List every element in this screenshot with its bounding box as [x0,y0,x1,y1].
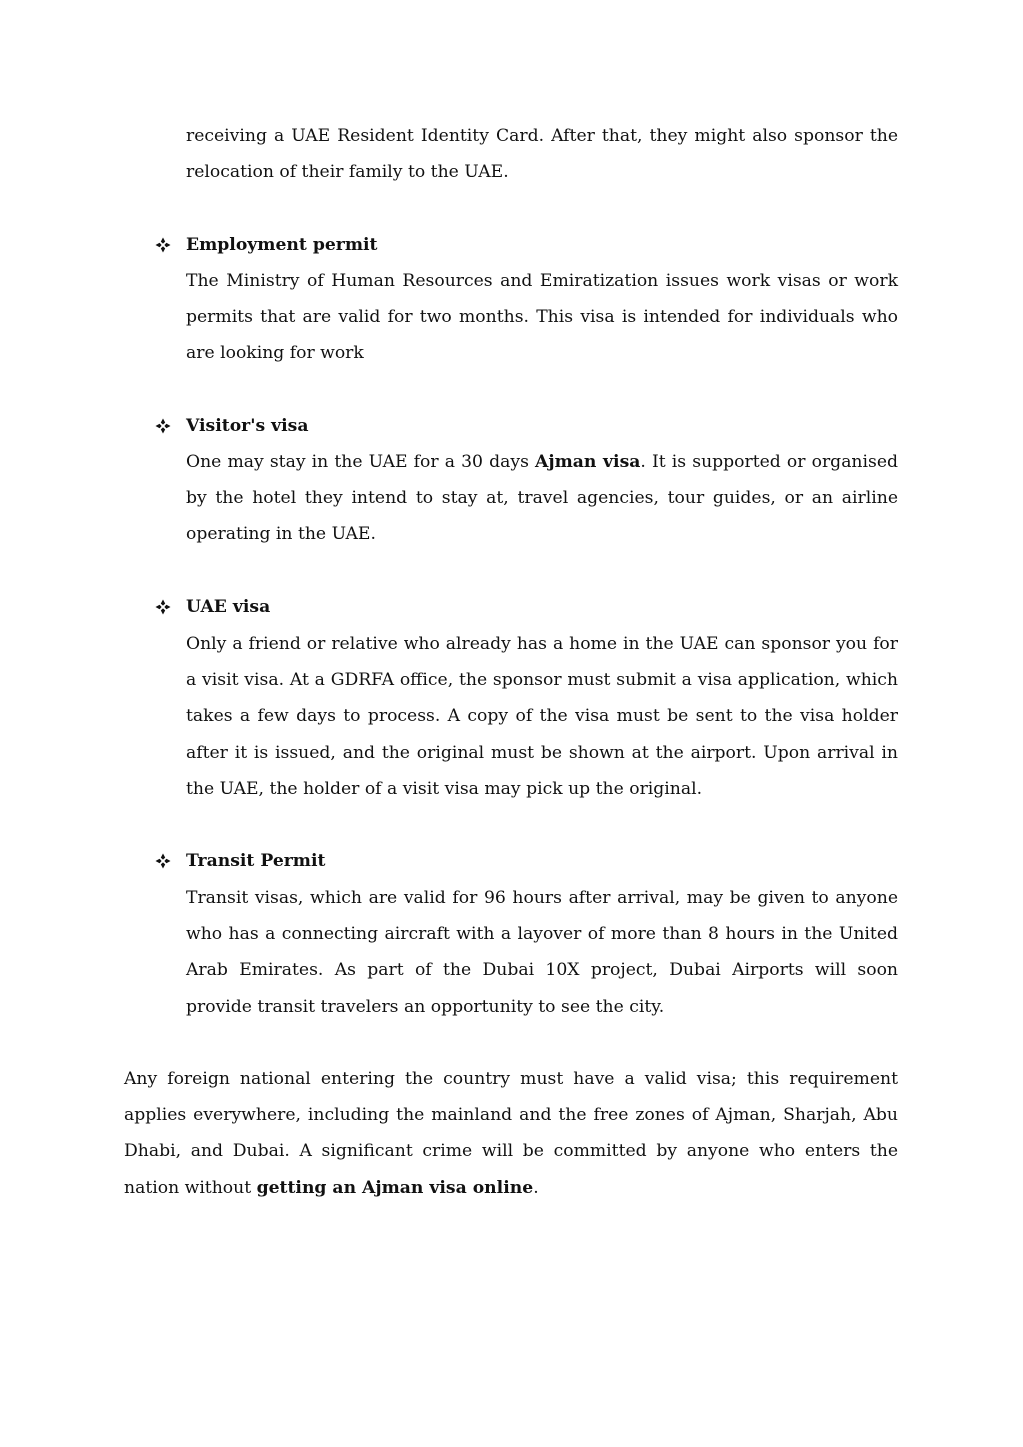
ajman-visa-keyword: Ajman visa [535,452,641,472]
section-heading-visitors-visa [155,408,898,444]
body-text: . [533,1177,539,1198]
section-title: Employment permit [186,235,378,255]
diamond-bullet-icon [155,408,175,444]
closing-paragraph [124,1061,898,1206]
body-text: Any foreign national entering the country must have a valid visa; this requirement applies everywhere, including the mainland and the free zones of Ajman, Sharjah, Abu Dhabi, and Dubai. A significant crime will be committed by anyone who enters the nation without [124,1069,898,1198]
section-heading-uae-visa [155,589,898,625]
section-heading-transit-permit [155,843,898,879]
section-heading-employment-permit [155,227,898,263]
section-body-visitors-visa [186,444,898,553]
section-body-transit-permit: Transit visas, which are valid for 96 hours after arrival, may be given to anyone who has a connecting aircraft with a layover of more than 8 hours in the United Arab Emirates. As part of the Dubai 10X project, Dubai Airports will soon provide transit travelers an opportunity to see the city. [186,888,898,1017]
diamond-bullet-icon [155,227,175,263]
intro-paragraph: receiving a UAE Resident Identity Card. After that, they might also sponsor the relocation of their family to the UAE. [186,126,898,183]
ajman-visa-online-link-text: getting an Ajman visa online [256,1177,534,1198]
body-text: . It is supported or organised by the hotel they intend to stay at, travel agencies, tour guides, or an airline operating in the UAE. [186,452,898,545]
section-title: UAE visa [186,597,271,617]
section-title: Visitor's visa [186,416,309,436]
section-body-uae-visa: Only a friend or relative who already has a home in the UAE can sponsor you for a visit visa. At a GDRFA office, the sponsor must submit a visa application, which takes a few days to process. A copy of the visa must be sent to the visa holder after it is issued, and the original must be shown at the airport. Upon arrival in the UAE, the holder of a visit visa may pick up the original. [186,634,898,799]
diamond-bullet-icon [155,843,175,879]
body-text: One may stay in the UAE for a 30 days [186,452,536,472]
section-title: Transit Permit [186,851,326,871]
section-body-employment-permit: The Ministry of Human Resources and Emiratization issues work visas or work permits that are valid for two months. This visa is intended for individuals who are looking for work [186,271,898,364]
diamond-bullet-icon [155,589,175,625]
